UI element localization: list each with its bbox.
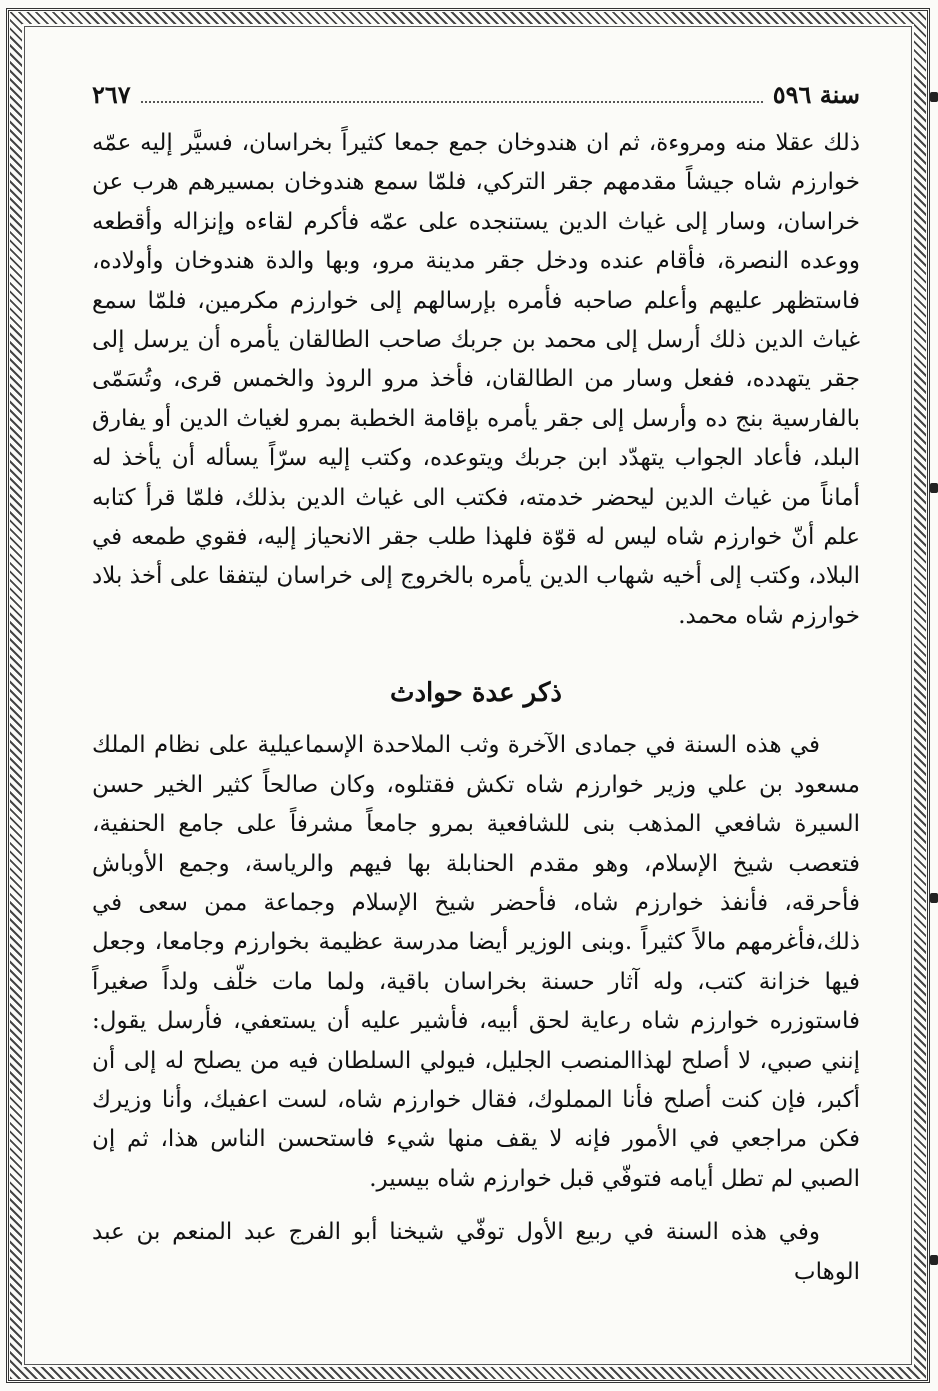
section-paragraph: وفي هذه السنة في ربيع الأول توفّي شيخنا أبو الفرج عبد المنعم بن عبد الوهاب <box>92 1219 860 1285</box>
edge-mark <box>930 1255 938 1265</box>
section-paragraph: في هذه السنة في جمادى الآخرة وثب الملاحدة الإسماعيلية على نظام الملك مسعود بن علي وزير خوارزم شاه تكش فقتلوه، وكان صالحاً كثير الخير حسن السيرة شافعي المذهب بنى للشافعية بمرو جامعاً مشرفاً على جامع الحنفية، فتعصب شيخ الإسلام، وهو مقدم الحنابلة بها فيهم والرياسة، وجمع الأوباش فأحرقه، فأنفذ خوارزم شاه، فأحضر شيخ الإسلام وجماعة ممن سعى في ذلك،فأغرمهم مالاً كثيراً .وبنى الوزير أيضا مدرسة عظيمة بخوارزم وجامعا، وجعل فيها خزانة كتب، وله آثار حسنة بخراسان باقية، ولما مات خلّف ولداً صغيراً فاستوزره خوارزم شاه رعاية لحق أبيه، فأشير عليه أن يستعفي، فأرسل يقول: إنني صبي، لا أصلح لهذاالمنصب الجليل، فيولي السلطان فيه من يصلح له إلى أن أكبر، فإن كنت أصلح فأنا المملوك، فقال خوارزم شاه، لست اعفيك، وأنا وزيرك فكن مراجعي في الأمور فإنه لا يقف منها شيء فاستحسن الناس هذا، ثم إن الصبي لم تطل أيامه فتوفّي قبل خوارزم شاه بيسير. <box>92 732 860 1192</box>
edge-mark <box>930 483 938 493</box>
page-number: ٢٦٧ <box>92 80 131 109</box>
body-paragraph: ذلك عقلا منه ومروءة، ثم ان هندوخان جمع جمعا كثيراً بخراسان، فسيَّر إليه عمّه خوارزم شاه جيشاً مقدمهم جقر التركي، فلمّا سمع هندوخان بمسيرهم هرب عن خراسان، وسار إلى غياث الدين يستنجده على عمّه فأكرم لقاءه وإنزاله وأقطعه ووعده النصرة، فأقام عنده ودخل جقر مدينة مرو، وبها والدة هندوخان وأولاده، فاستظهر عليهم وأعلم صاحبه فأمره بإرسالهم إلى خوارزم مكرمين، فلمّا سمع غياث الدين ذلك أرسل إلى محمد بن جربك صاحب الطالقان يأمره أن يرسل إلى جقر يتهدده، ففعل وسار من الطالقان، فأخذ مرو الروذ والخمس قرى، وتُسَمّى بالفارسية بنج ده وأرسل إلى جقر يأمره بإقامة الخطبة بمرو لغياث الدين أو يفارق البلد، فأعاد الجواب يتهدّد ابن جربك ويتوعده، وكتب إليه سرّاً يسأله أن يأخذ له أماناً من غياث الدين ليحضر خدمته، فكتب الى غياث الدين بذلك، فلمّا قرأ كتابه علم أنّ خوارزم شاه ليس له قوّة فلهذا طلب جقر الانحياز إليه، فقوي طمعه في البلاد، وكتب إلى أخيه شهاب الدين يأمره بالخروج إلى خراسان ليتفقا على أخذ بلاد خوارزم شاه محمد. <box>92 130 860 629</box>
section-heading: ذكر عدة حوادث <box>390 678 562 709</box>
edge-mark <box>930 92 938 102</box>
header-dotted-leader <box>141 87 763 103</box>
running-title: سنة ٥٩٦ <box>772 80 860 109</box>
page-content <box>92 80 860 1320</box>
running-header <box>92 80 860 116</box>
edge-mark <box>930 893 938 903</box>
